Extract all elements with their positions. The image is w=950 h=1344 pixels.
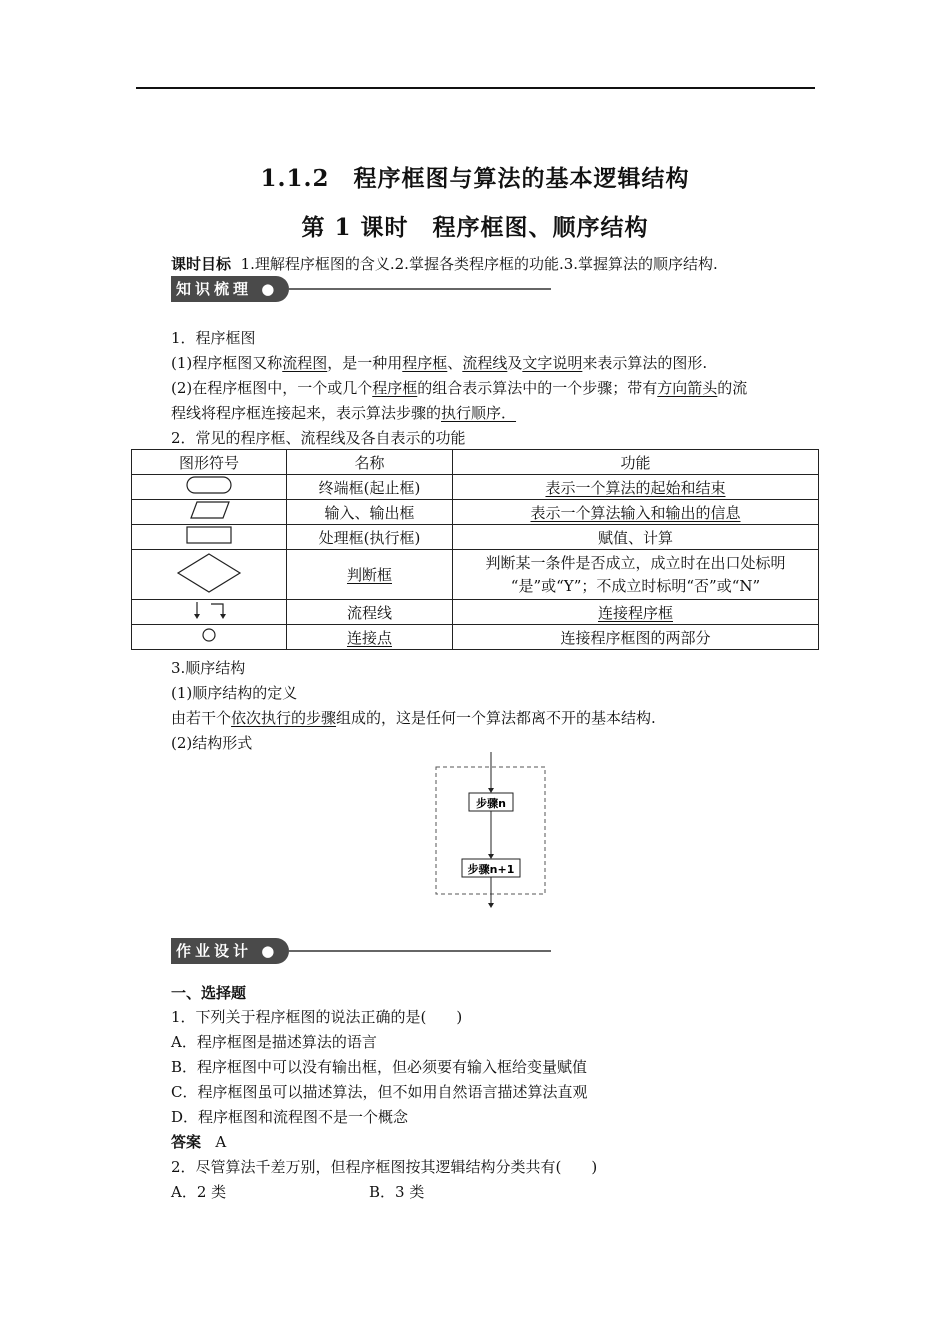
text: 、 — [447, 354, 463, 372]
answer-line — [171, 1131, 226, 1152]
decision-symbol-icon — [132, 550, 287, 600]
symbol-func: 连接程序框图的两部分 — [453, 625, 819, 650]
k2-heading: 2．常见的程序框、流程线及各自表示的功能 — [171, 429, 466, 447]
k3-sub2: (2)结构形式 — [171, 734, 253, 752]
option-b: B．3 类 — [369, 1183, 425, 1201]
text: 组成的，这是任何一个算法都离不开的基本结构. — [336, 709, 656, 727]
func-line: 判断某一条件是否成立，成立时在出口处标明 — [485, 553, 786, 572]
symbol-name: 输入、输出框 — [287, 500, 453, 525]
arrow-icon — [488, 903, 494, 908]
table-header: 图形符号 — [132, 450, 287, 475]
terminal-symbol-icon — [132, 475, 287, 500]
text: (2)在程序框图中，一个或几个 — [171, 379, 373, 397]
text: 的流 — [717, 379, 748, 397]
table-row — [132, 525, 819, 550]
table-header: 功能 — [453, 450, 819, 475]
io-symbol-icon — [132, 500, 287, 525]
option-a: A．程序框图是描述算法的语言 — [171, 1033, 377, 1051]
symbol-func — [453, 600, 819, 625]
func-line: “是”或“Y”；不成立时标明“否”或“N” — [510, 576, 761, 595]
text: (1)程序框图又称 — [171, 354, 283, 372]
table-row — [132, 500, 819, 525]
goals-text: 1.理解程序框图的含义.2.掌握各类程序框的功能.3.掌握算法的顺序结构. — [240, 255, 718, 273]
text: 由若干个 — [171, 709, 232, 727]
exercise-type: 一、选择题 — [171, 984, 247, 1002]
option-c: C．程序框图虽可以描述算法，但不如用自然语言描述算法直观 — [171, 1083, 588, 1101]
k1-para1 — [171, 352, 707, 373]
blank-answer: 表示一个算法的起始和结束 — [545, 478, 726, 497]
symbol-table — [131, 449, 819, 650]
table-row — [132, 600, 819, 625]
lesson-goals — [171, 253, 718, 274]
section-knowledge-tab: 知识梳理 ● — [171, 276, 289, 302]
k1-para2 — [171, 377, 747, 398]
text: 的组合表示算法中的一个步骤；带有 — [417, 379, 658, 397]
section-divider — [289, 288, 551, 290]
text: 来表示算法的图形. — [582, 354, 708, 372]
symbol-func: 赋值、计算 — [453, 525, 819, 550]
option-b: B．程序框图中可以没有输出框，但必须要有输入框给变量赋值 — [171, 1058, 588, 1076]
k1-heading: 1．程序框图 — [171, 329, 256, 347]
blank-answer: 方向箭头 — [657, 379, 718, 397]
symbol-name — [287, 625, 453, 650]
symbol-name: 流程线 — [287, 600, 453, 625]
text: ，是一种用 — [327, 354, 403, 372]
symbol-name: 处理框(执行框) — [287, 525, 453, 550]
blank-answer: 文字说明 — [522, 354, 583, 372]
table-header: 名称 — [287, 450, 453, 475]
option-a: A．2 类 — [171, 1183, 227, 1201]
blank-answer: 程序框 — [372, 379, 418, 397]
k3-sub1: (1)顺序结构的定义 — [171, 684, 298, 702]
table-row — [132, 625, 819, 650]
section-homework-tab: 作业设计 ● — [171, 938, 289, 964]
connector-symbol-icon — [132, 625, 287, 650]
process-symbol-icon — [132, 525, 287, 550]
k3-definition — [171, 707, 656, 728]
option-d: D．程序框图和流程图不是一个概念 — [171, 1108, 409, 1126]
table-row — [132, 475, 819, 500]
sequence-structure-diagram — [425, 750, 555, 912]
blank-answer: 程序框 — [402, 354, 448, 372]
symbol-name — [287, 550, 453, 600]
step-n1-label: 步骤n+1 — [467, 863, 515, 876]
question-2: 2．尽管算法千差万别，但程序框图按其逻辑结构分类共有( ) — [171, 1158, 598, 1176]
step-n-label: 步骤n — [476, 797, 506, 810]
k3-heading: 3.顺序结构 — [171, 659, 246, 677]
section-divider — [289, 950, 551, 952]
symbol-func — [453, 500, 819, 525]
top-rule — [136, 87, 815, 89]
flowline-symbol-icon — [132, 600, 287, 625]
question-1: 1．下列关于程序框图的说法正确的是( ) — [171, 1008, 463, 1026]
answer-value: A — [215, 1133, 227, 1151]
symbol-name: 终端框(起止框) — [287, 475, 453, 500]
blank-answer: 依次执行的步骤 — [231, 709, 337, 727]
text: 及 — [507, 354, 523, 372]
k1-para3 — [171, 402, 516, 423]
answer-label: 答案 — [171, 1133, 202, 1151]
page-subtitle: 第 1 课时 程序框图、顺序结构 — [301, 214, 649, 241]
symbol-func — [453, 475, 819, 500]
blank-answer: 连接点 — [346, 628, 392, 647]
arrow-icon — [488, 788, 494, 793]
blank-answer: 表示一个算法输入和输出的信息 — [530, 503, 741, 522]
blank-answer: 流程图 — [282, 354, 328, 372]
blank-answer: 执行顺序． — [441, 404, 517, 422]
text: 程线将程序框连接起来，表示算法步骤的 — [171, 404, 442, 422]
goals-label: 课时目标 — [171, 255, 232, 273]
page-title: 1.1.2 程序框图与算法的基本逻辑结构 — [260, 165, 690, 192]
blank-answer: 判断框 — [346, 566, 392, 584]
blank-answer: 连接程序框 — [597, 603, 673, 622]
arrow-icon — [488, 854, 494, 859]
symbol-func — [453, 550, 819, 600]
blank-answer: 流程线 — [462, 354, 508, 372]
table-row — [132, 550, 819, 600]
